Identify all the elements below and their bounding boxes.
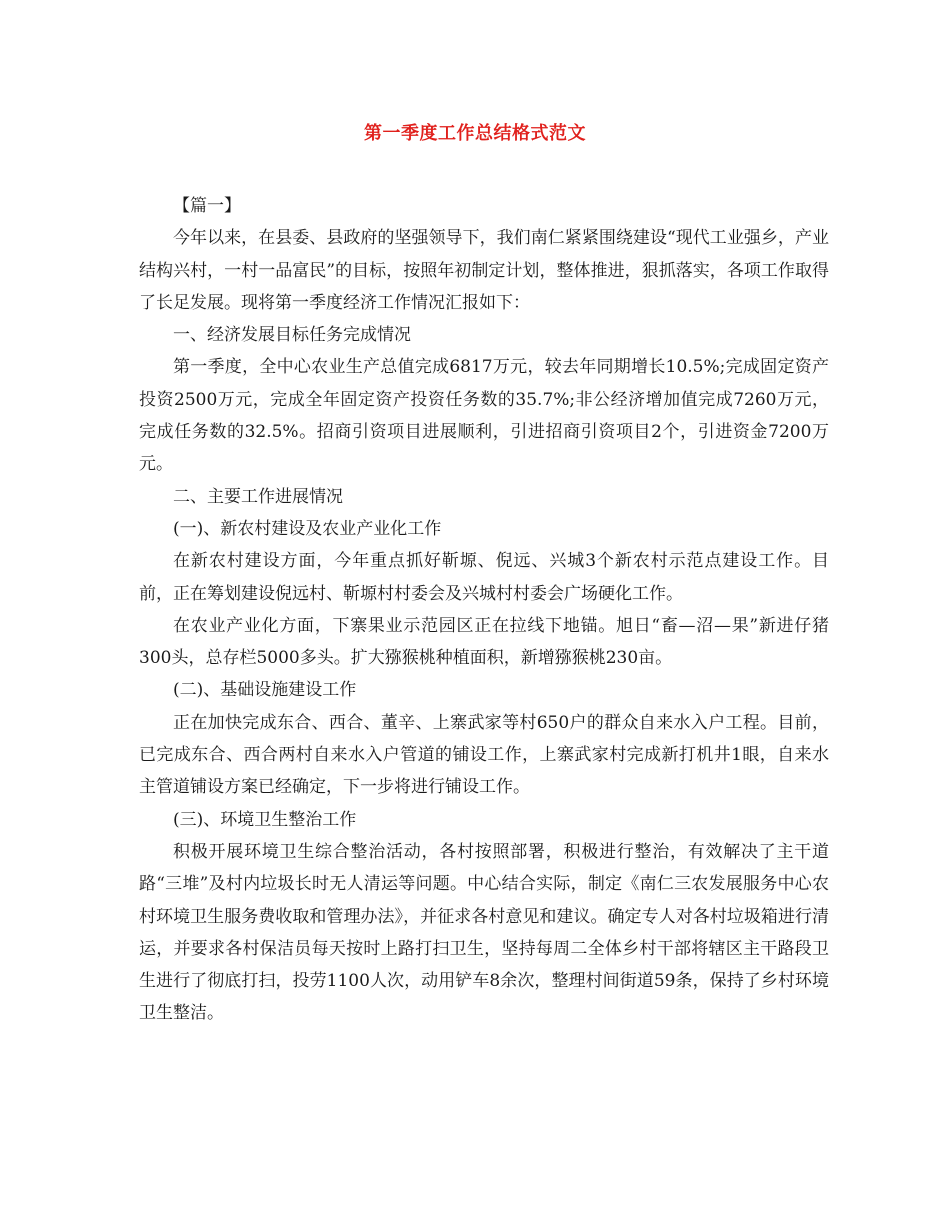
subheading-infrastructure: (二)、基础设施建设工作 [173, 680, 357, 701]
heading-main-progress: 二、主要工作进展情况 [173, 486, 343, 507]
new-countryside-paragraph: 在新农村建设方面，今年重点抓好靳塬、倪远、兴城3个新农村示范点建设工作。目前，正在筹划建设倪远村、靳塬村村委会及兴城村村委会广场硬化工作。 [139, 551, 829, 604]
document-body [139, 190, 829, 1030]
environment-paragraph: 积极开展环境卫生综合整治活动，各村按照部署，积极进行整治，有效解决了主干道路“三堆”及村内垃圾长时无人清运等问题。中心结合实际，制定《南仁三农发展服务中心农村环境卫生服务费收取和管理办法》，并征求各村意见和建议。确定专人对各村垃圾箱进行清运，并要求各村保洁员每天按时上路打扫卫生，坚持每周二全体乡村干部将辖区主干路段卫生进行了彻底打扫，投劳1100人次，动用铲车8余次，整理村间街道59条，保持了乡村环境卫生整洁。 [139, 841, 829, 1024]
infrastructure-paragraph: 正在加快完成东合、西合、董辛、上寨武家等村650户的群众自来水入户工程。目前，已完成东合、西合两村自来水入户管道的铺设工作，上寨武家村完成新打机井1眼，自来水主管道铺设方案已经确定，下一步将进行铺设工作。 [139, 712, 829, 798]
subheading-environment: (三)、环境卫生整治工作 [173, 809, 357, 830]
agri-industrialization-paragraph: 在农业产业化方面，下寨果业示范园区正在拉线下地锚。旭日“畜—沼—果”新进仔猪300头，总存栏5000多头。扩大猕猴桃种植面积，新增猕猴桃230亩。 [139, 615, 829, 669]
section-label: 【篇一】 [173, 196, 241, 216]
heading-economic-targets: 一、经济发展目标任务完成情况 [173, 325, 411, 346]
economic-targets-paragraph: 第一季度，全中心农业生产总值完成6817万元，较去年同期增长10.5%;完成固定资产投资2500万元，完成全年固定资产投资任务数的35.7%;非公经济增加值完成7260万元，完成任务数的32.5%。招商引资项目进展顺利，引进招商引资项目2个，引进资金7200万元。 [139, 357, 829, 475]
document-title: 第一季度工作总结格式范文 [364, 123, 586, 144]
intro-paragraph: 今年以来，在县委、县政府的坚强领导下，我们南仁紧紧围绕建设“现代工业强乡，产业结构兴村，一村一品富民”的目标，按照年初制定计划，整体推进，狠抓落实，各项工作取得了长足发展。现将第一季度经济工作情况汇报如下： [139, 228, 829, 313]
subheading-new-countryside: (一)、新农村建设及农业产业化工作 [173, 518, 442, 539]
